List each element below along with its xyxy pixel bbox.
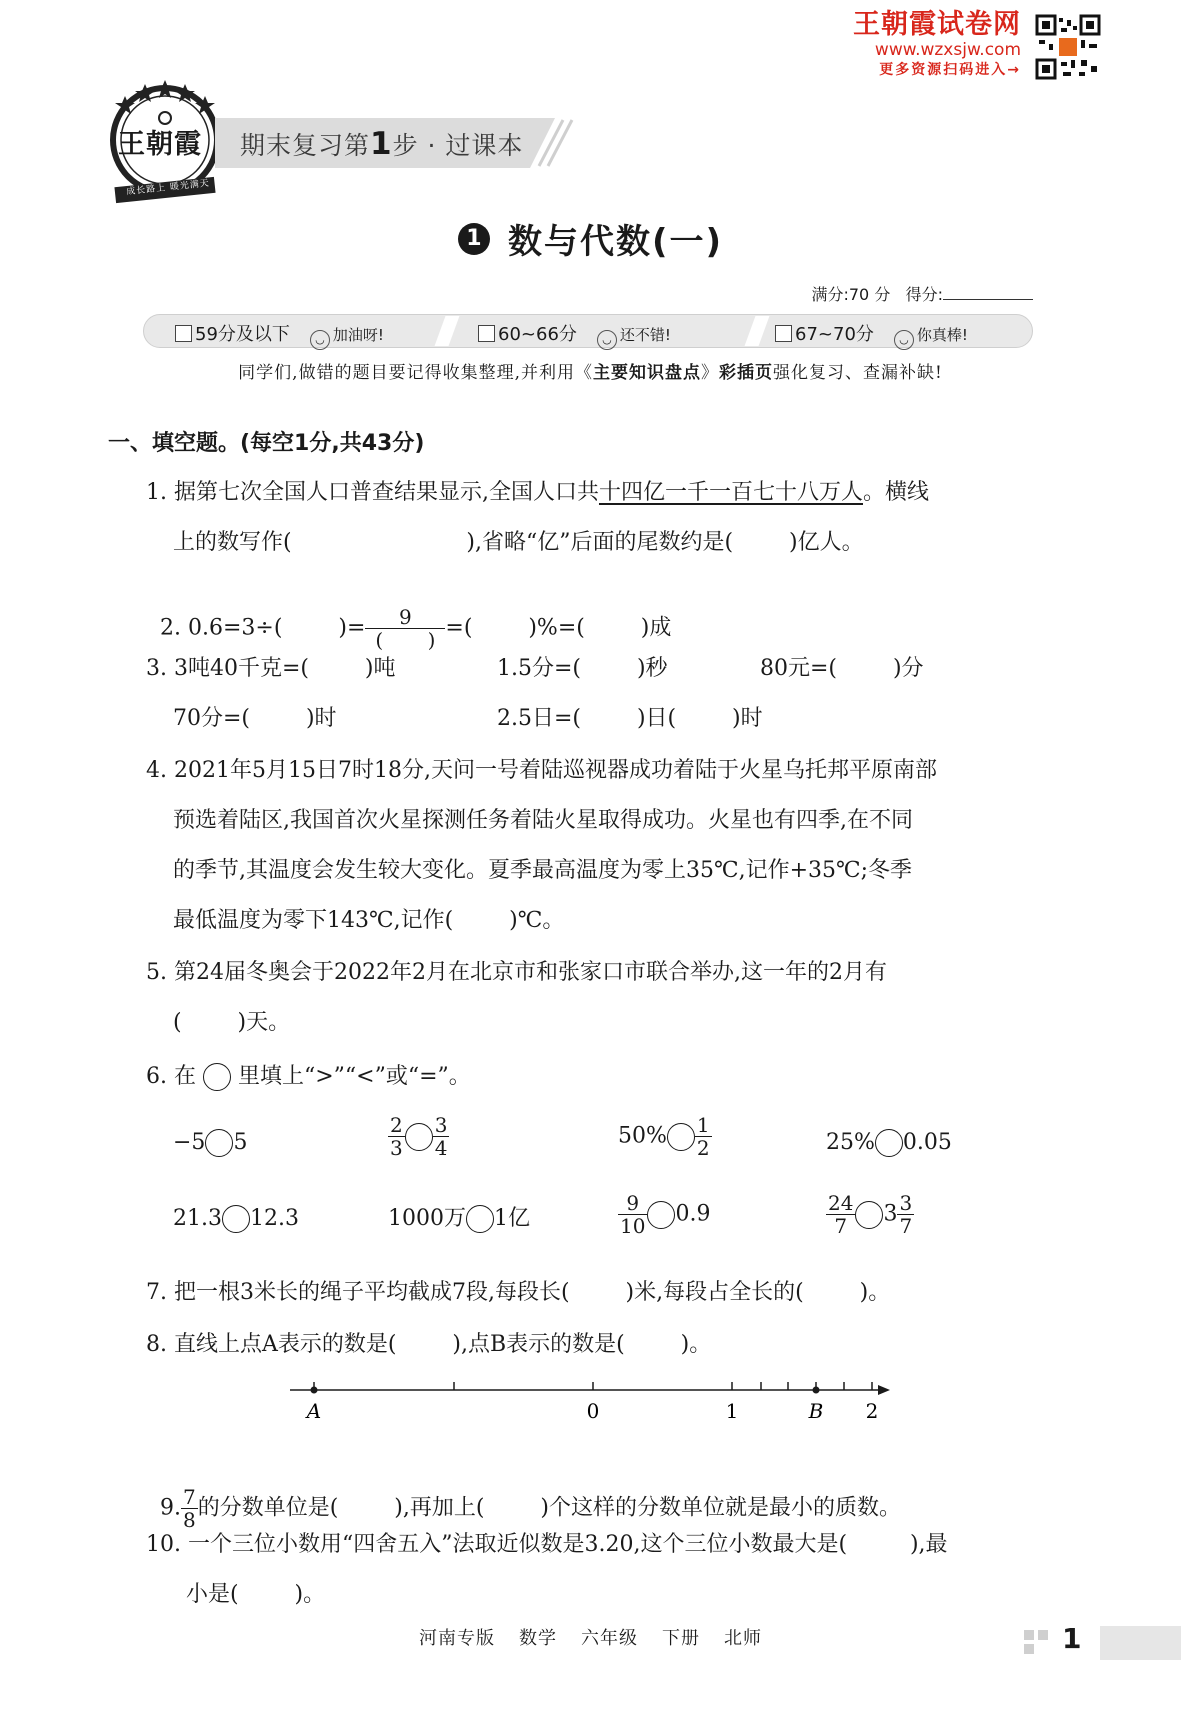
page-number: 1 [1062, 1622, 1082, 1655]
compare-item-6 [388, 1204, 530, 1234]
question-3-b: 1.5分=( )秒 [497, 656, 668, 681]
compare-item-7 [618, 1192, 710, 1237]
compare-right-fraction [433, 1114, 450, 1159]
ticks [314, 1382, 872, 1390]
score-label: 得分: [905, 285, 943, 304]
grade-comment: 加油呀! [332, 326, 384, 344]
notice-text: 强化复习、查漏补缺! [772, 363, 943, 383]
full-score: 满分:70 分 [811, 285, 891, 304]
numerator: 3 [899, 1191, 913, 1215]
footer-term: 下册 [662, 1628, 700, 1649]
label-zero: 0 [586, 1399, 600, 1423]
compare-right: 1亿 [494, 1206, 530, 1231]
section-heading: 一、填空题。(每空1分,共43分) [108, 431, 425, 456]
grade-checkbox[interactable] [775, 325, 792, 342]
question-10-line-1: 10. 一个三位小数用“四舍五入”法取近似数是3.20,这个三位小数最大是( ),最 [146, 1532, 948, 1557]
compare-right-fraction [695, 1114, 712, 1159]
numerator: 7 [183, 1485, 196, 1509]
score-blank[interactable] [943, 299, 1033, 300]
compare-left: 25% [826, 1130, 875, 1155]
q2-numerator: 9 [365, 606, 445, 629]
numerator: 1 [696, 1113, 710, 1137]
comparison-circle[interactable] [222, 1205, 250, 1233]
grade-range: 60~66分 [498, 324, 577, 345]
notice-highlight: 主要知识盘点 [592, 363, 701, 383]
footer-grade: 六年级 [581, 1628, 638, 1649]
point-b [813, 1387, 820, 1394]
logo-ribbon: 成长路上 暖光满天 [125, 178, 211, 198]
page-title [0, 214, 1181, 263]
decor-square [1024, 1630, 1034, 1640]
grade-range: 59分及以下 [195, 324, 290, 345]
denominator: 10 [620, 1214, 646, 1238]
denominator: 8 [183, 1508, 196, 1532]
q9-text: 的分数单位是( ),再加上( )个这样的分数单位就是最小的质数。 [197, 1495, 901, 1521]
notice-text: 》 [700, 363, 719, 383]
label-b: B [808, 1399, 824, 1423]
comparison-circle[interactable] [466, 1205, 494, 1233]
q1-text: 1. 据第七次全国人口普查结果显示,全国人口共 [146, 480, 599, 505]
notice [0, 358, 1181, 383]
face-icon: ◡ [597, 330, 617, 350]
grade-item-mid [478, 320, 671, 350]
grade-checkbox[interactable] [175, 325, 192, 342]
footer-edition: 北师 [724, 1628, 762, 1649]
point-a [311, 1387, 318, 1394]
comparison-circle[interactable] [667, 1123, 695, 1151]
comparison-circle[interactable] [203, 1063, 231, 1091]
numerator: 2 [390, 1113, 403, 1137]
compare-item-8 [826, 1192, 914, 1237]
denominator: 7 [899, 1214, 913, 1238]
grade-comment: 还不错! [619, 326, 671, 344]
grade-range: 67~70分 [795, 324, 874, 345]
header-title [240, 126, 523, 162]
question-7: 7. 把一根3米长的绳子平均截成7段,每段长( )米,每段占全长的( )。 [146, 1280, 891, 1305]
question-10-line-2: 小是( )。 [186, 1582, 326, 1607]
face-icon: ◡ [894, 330, 914, 350]
q6-text: 里填上“>”“<”或“=”。 [237, 1064, 471, 1089]
compare-left-fraction [618, 1192, 647, 1237]
header-suffix: 步 · 过课本 [392, 131, 524, 160]
arrow-icon [878, 1385, 890, 1395]
qr-code-icon[interactable] [1035, 14, 1101, 80]
compare-right: 12.3 [249, 1206, 299, 1231]
question-4-line-3: 的季节,其温度会发生较大变化。夏季最高温度为零上35℃,记作+35℃;冬季 [173, 858, 913, 883]
brand-block [853, 10, 1021, 80]
compare-item-3 [618, 1114, 712, 1159]
compare-item-5 [173, 1204, 299, 1234]
comparison-circle[interactable] [647, 1201, 675, 1229]
q9-number: 9. [160, 1495, 181, 1521]
logo-name: 王朝霞 [118, 129, 202, 160]
brand-title: 王朝霞试卷网 [853, 9, 1021, 40]
comparison-circle[interactable] [875, 1129, 903, 1157]
label-one: 1 [725, 1399, 739, 1423]
comparison-circle[interactable] [855, 1201, 883, 1229]
grade-checkbox[interactable] [478, 325, 495, 342]
brand-url[interactable]: www.wzxsjw.com [874, 40, 1021, 60]
compare-left-fraction [826, 1192, 855, 1237]
mixed-whole: 3 [883, 1201, 898, 1227]
header-step: 1 [370, 126, 393, 162]
question-4-line-2: 预选着陆区,我国首次火星探测任务着陆火星取得成功。火星也有四季,在不同 [173, 808, 913, 833]
numerator: 9 [618, 1192, 647, 1215]
header-prefix: 期末复习第 [240, 131, 371, 160]
decor-square [1024, 1644, 1034, 1654]
question-5-line-1: 5. 第24届冬奥会于2022年2月在北京市和张家口市联合举办,这一年的2月有 [146, 960, 887, 985]
label-two: 2 [865, 1399, 879, 1423]
numerator: 24 [828, 1191, 854, 1215]
question-4-line-4: 最低温度为零下143℃,记作( )℃。 [173, 908, 565, 933]
compare-left-fraction [388, 1114, 405, 1159]
footer-subject: 数学 [519, 1628, 557, 1649]
denominator: 4 [434, 1136, 448, 1160]
question-5-line-2: ( )天。 [173, 1010, 291, 1035]
compare-left: 21.3 [173, 1206, 222, 1231]
question-8: 8. 直线上点A表示的数是( ),点B表示的数是( )。 [146, 1332, 712, 1357]
footer [0, 1624, 1181, 1650]
page-tab [1100, 1626, 1181, 1660]
question-3-d: 70分=( )时 [173, 706, 337, 731]
compare-right: 0.9 [675, 1201, 711, 1227]
number-line [280, 1380, 900, 1440]
grade-item-low [175, 320, 384, 350]
denominator: 3 [390, 1136, 403, 1160]
q1-text: 。横线 [863, 480, 930, 505]
compare-item-2 [388, 1114, 449, 1159]
compare-left: 1000万 [388, 1206, 466, 1231]
question-9 [146, 1456, 901, 1531]
compare-left: 50% [618, 1123, 667, 1149]
q6-text: 6. 在 [146, 1064, 196, 1089]
question-2 [146, 576, 671, 651]
comparison-circle[interactable] [205, 1129, 233, 1157]
question-1-line-2: 上的数写作( ),省略“亿”后面的尾数约是( )亿人。 [173, 530, 864, 555]
question-6 [146, 1062, 471, 1092]
question-4-line-1: 4. 2021年5月15日7时18分,天问一号着陆巡视器成功着陆于火星乌托邦平原南部 [146, 758, 937, 783]
compare-left: −5 [173, 1130, 206, 1155]
comparison-circle[interactable] [405, 1123, 433, 1151]
numerator: 3 [434, 1113, 448, 1137]
q2-fraction [365, 606, 445, 651]
grade-comment: 你真棒! [916, 326, 968, 344]
compare-item-4 [826, 1128, 952, 1158]
q2-denominator[interactable]: ( ) [375, 628, 436, 652]
compare-right: 0.05 [902, 1130, 952, 1155]
q1-underlined-number: 十四亿一千一百七十八万人 [598, 480, 863, 505]
question-1-line-1 [146, 478, 929, 508]
q2-text: =( )%=( )成 [445, 615, 672, 641]
denominator: 7 [834, 1214, 848, 1238]
notice-highlight: 彩插页 [718, 363, 773, 383]
grade-item-high [775, 320, 968, 350]
compare-right: 5 [233, 1130, 248, 1155]
decor-square [1038, 1630, 1048, 1640]
notice-text: 同学们,做错的题目要记得收集整理,并利用《 [238, 363, 593, 383]
title-text: 数与代数(一) [507, 222, 724, 262]
denominator: 2 [696, 1136, 710, 1160]
compare-item-1 [173, 1128, 247, 1158]
brand-subtitle: 更多资源扫码进入→ [879, 62, 1021, 78]
question-3-e: 2.5日=( )日( )时 [497, 706, 763, 731]
q9-fraction [181, 1486, 198, 1531]
question-3-a: 3. 3吨40千克=( )吨 [146, 656, 396, 681]
compare-right-fraction [897, 1192, 914, 1237]
footer-region: 河南专版 [419, 1628, 495, 1649]
question-3-c: 80元=( )分 [760, 656, 924, 681]
label-a: A [306, 1399, 322, 1423]
score-line [811, 282, 1033, 305]
title-number: 1 [458, 223, 490, 255]
q2-text: 2. 0.6=3÷( )= [160, 615, 366, 641]
face-icon: ◡ [310, 330, 330, 350]
